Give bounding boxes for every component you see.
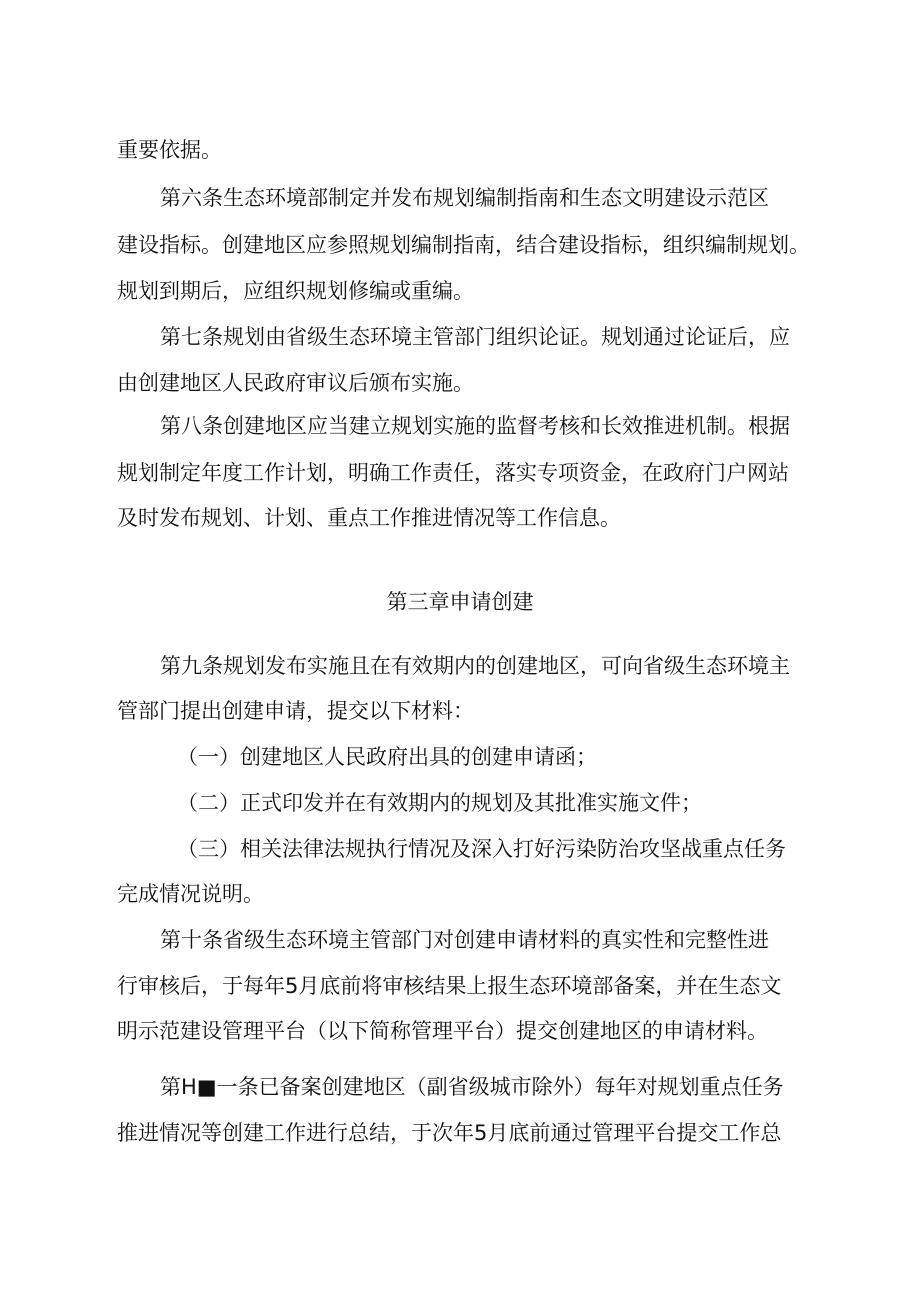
text-line: 规划制定年度工作计划，明确工作责任，落实专项资金，在政府门户网站 <box>117 461 789 485</box>
text-line: 及时发布规划、计划、重点工作推进情况等工作信息。 <box>117 506 621 530</box>
chapter-heading: 第三章申请创建 <box>386 590 534 614</box>
text-line: 明示范建设管理平台（以下简称管理平台）提交创建地区的申请材料。 <box>117 1019 768 1043</box>
article-11-line: 第H■一条已备案创建地区（副省级城市除外）每年对规划重点任务 <box>160 1075 784 1099</box>
text-line: 推进情况等创建工作进行总结，于次年5月底前通过管理平台提交工作总 <box>117 1121 782 1145</box>
text-line: 管部门提出创建申请，提交以下材料： <box>117 699 474 723</box>
list-item: （二）正式印发并在有效期内的规划及其批准实施文件； <box>177 791 702 815</box>
list-item: （一）创建地区人民政府出具的创建申请函； <box>177 745 597 769</box>
text-line: 建设指标。创建地区应参照规划编制指南，结合建设指标，组织编制规划。 <box>117 233 810 257</box>
article-9-line: 第九条规划发布实施且在有效期内的创建地区，可向省级生态环境主 <box>160 654 790 678</box>
text-line: 规划到期后，应组织规划修编或重编。 <box>117 279 474 303</box>
article-10-line: 第十条省级生态环境主管部门对创建申请材料的真实性和完整性进 <box>160 928 769 952</box>
text-line: 由创建地区人民政府审议后颁布实施。 <box>117 371 474 395</box>
list-item: （三）相关法律法规执行情况及深入打好污染防治攻坚战重点任务 <box>177 837 786 861</box>
article-8-line: 第八条创建地区应当建立规划实施的监督考核和长效推进机制。根据 <box>160 414 790 438</box>
text-line: 行审核后，于每年5月底前将审核结果上报生态环境部备案，并在生态文 <box>117 974 782 998</box>
text-line: 完成情况说明。 <box>117 882 264 906</box>
article-7-line: 第七条规划由省级生态环境主管部门组织论证。规划通过论证后，应 <box>160 325 790 349</box>
article-6-line: 第六条生态环境部制定并发布规划编制指南和生态文明建设示范区 <box>160 186 769 210</box>
text-line: 重要依据。 <box>117 138 222 162</box>
